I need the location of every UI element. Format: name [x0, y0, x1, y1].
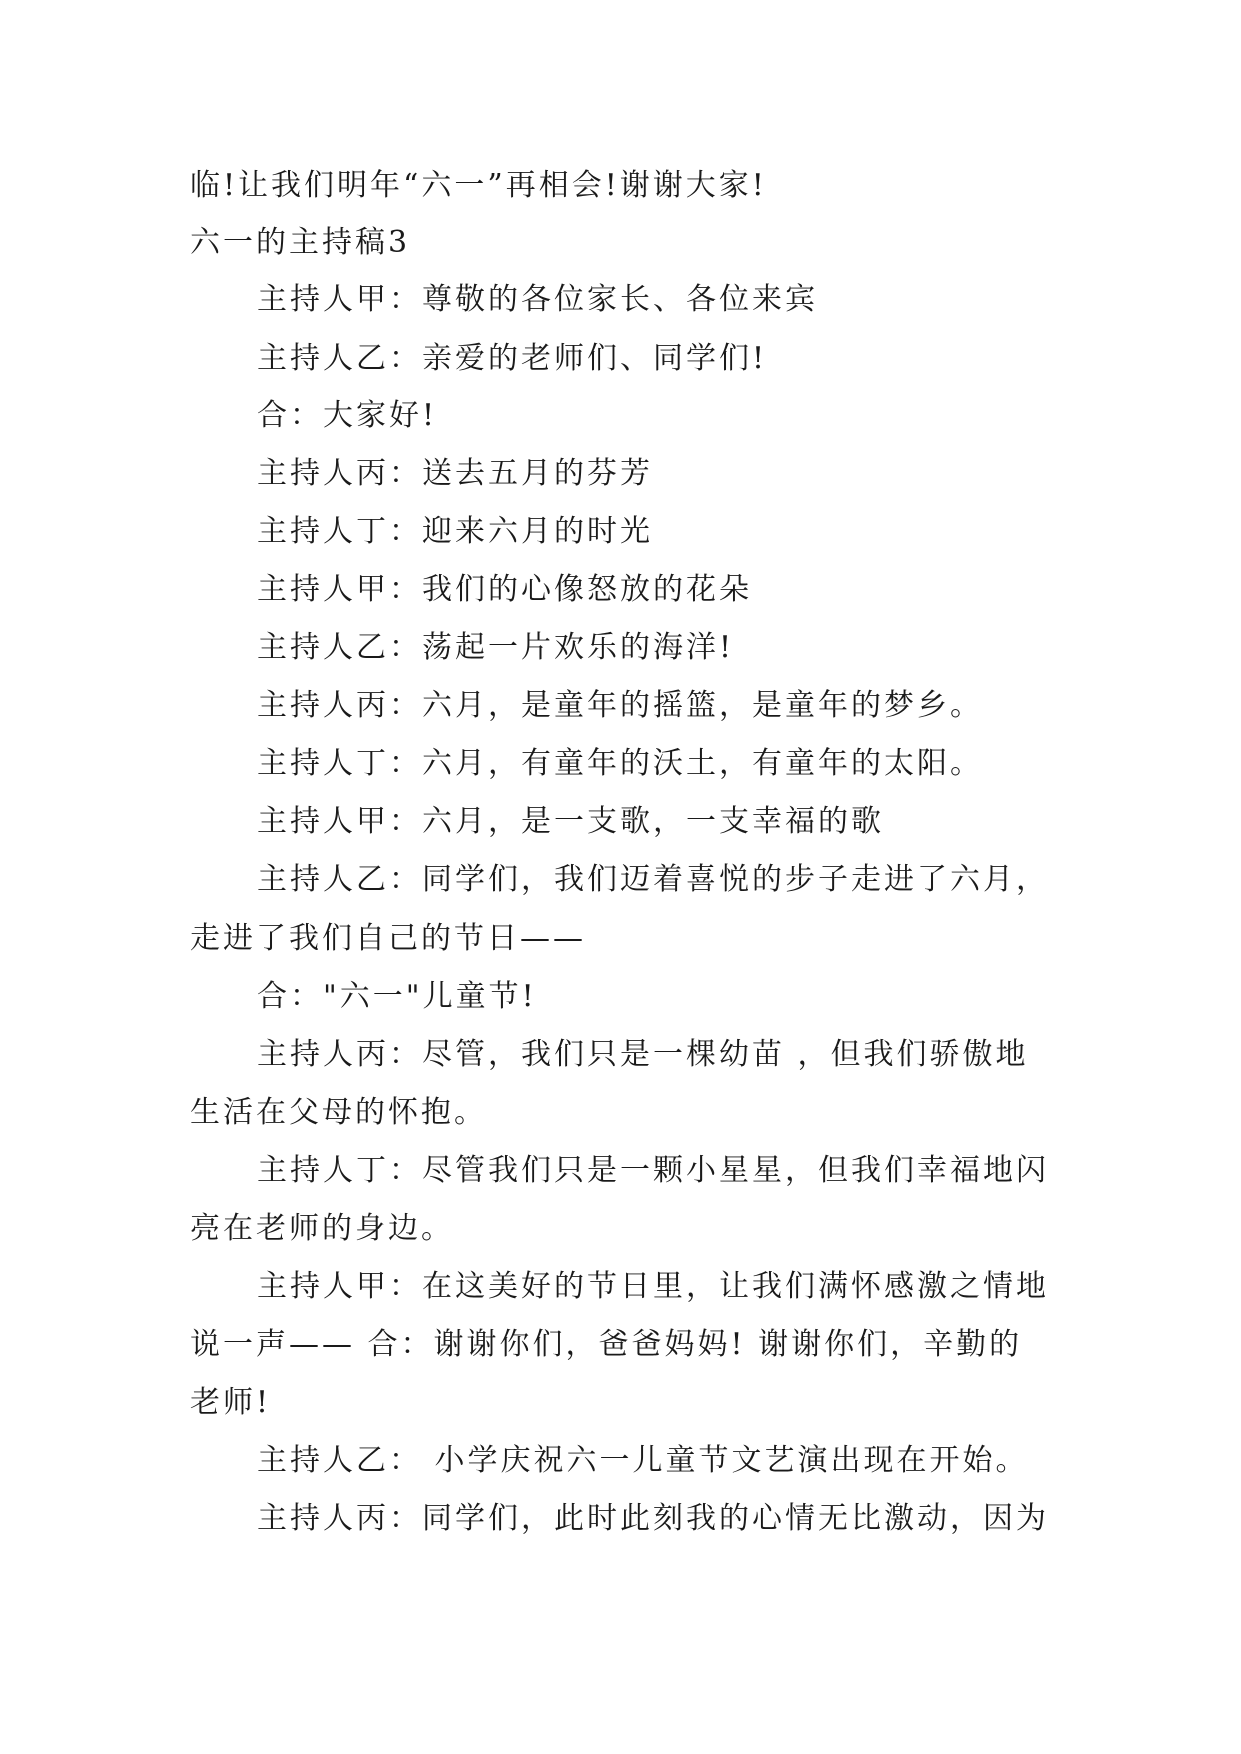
text-line: 主持人乙： 小学庆祝六一儿童节文艺演出现在开始。	[257, 1443, 1029, 1478]
text-line: 主持人丙：送去五月的芬芳	[257, 456, 653, 491]
text-line: 主持人乙：亲爱的老师们、同学们!	[257, 341, 768, 376]
text-line: 主持人丁：尽管我们只是一颗小星星，但我们幸福地闪	[257, 1153, 1049, 1188]
text-line: 主持人丙：六月，是童年的摇篮，是童年的梦乡。	[257, 688, 983, 723]
text-line: 主持人丙：尽管，我们只是一棵幼苗 ，但我们骄傲地	[257, 1037, 1029, 1072]
text-line: 主持人甲：我们的心像怒放的花朵	[257, 572, 752, 607]
text-line: 走进了我们自己的节日——	[190, 921, 586, 956]
text-line: 主持人丁：六月，有童年的沃土，有童年的太阳。	[257, 746, 983, 781]
text-line: 主持人乙：同学们，我们迈着喜悦的步子走进了六月，	[257, 862, 1049, 897]
text-line: 主持人甲：六月，是一支歌，一支幸福的歌	[257, 804, 884, 839]
text-line: 生活在父母的怀抱。	[190, 1095, 487, 1130]
text-line: 主持人甲：尊敬的各位家长、各位来宾	[257, 282, 818, 317]
text-line: 主持人甲：在这美好的节日里，让我们满怀感激之情地	[257, 1269, 1049, 1304]
text-line: 说一声—— 合：谢谢你们，爸爸妈妈! 谢谢你们，辛勤的	[190, 1327, 1023, 1362]
text-line: 主持人丁：迎来六月的时光	[257, 514, 653, 549]
text-line: 主持人丙：同学们，此时此刻我的心情无比激动，因为	[257, 1501, 1049, 1536]
text-line: 老师!	[190, 1385, 272, 1420]
text-line: 临!让我们明年“六一”再相会!谢谢大家!	[190, 168, 767, 203]
text-line: 主持人乙：荡起一片欢乐的海洋!	[257, 630, 735, 665]
text-line: 合：大家好!	[257, 398, 438, 433]
text-line: 合："六一"儿童节!	[257, 979, 537, 1014]
section-title: 六一的主持稿3	[190, 225, 411, 260]
text-line: 亮在老师的身边。	[190, 1211, 454, 1246]
